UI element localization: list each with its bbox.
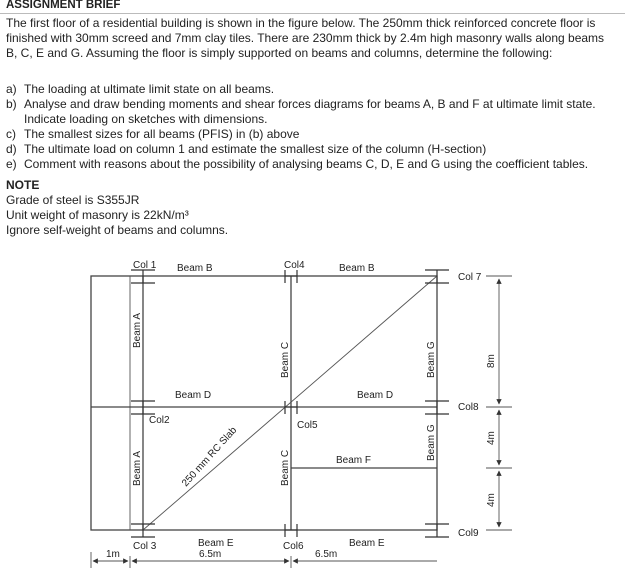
task-text: The smallest sizes for all beams (PFIS) in (b) above [24, 127, 300, 141]
task-label: d) [6, 142, 17, 156]
vertical-dimensions [486, 276, 512, 530]
task-label: c) [6, 127, 16, 141]
dim-6-5m-left-label: 6.5m [199, 549, 222, 560]
slab-label: 250 mm RC Slab [180, 425, 240, 490]
slab-diagonal [143, 276, 437, 530]
dim-4m-bottom-label: 4m [486, 493, 497, 507]
task-label: a) [6, 82, 17, 96]
beam-g-label-bottom: Beam G [426, 424, 437, 461]
intro-paragraph: The first floor of a residential building is shown in the figure below. The 250mm thick reinforced concrete floor is finished with 30mm screed and 7mm clay tiles. There are 230mm thick by 2.4m high masonry walls along beams B, C, E and G. Assuming the floor is simply supported on beams and columns, determine the following: [6, 16, 605, 60]
beam-a-label-top: Beam A [132, 312, 143, 348]
assignment-title: ASSIGNMENT BRIEF [6, 0, 121, 11]
beam-d-label-left: Beam D [175, 390, 212, 401]
steel-grade: Grade of steel is S355JR [6, 193, 140, 207]
dim-1m-label: 1m [106, 549, 120, 560]
col-2-label: Col2 [149, 415, 170, 426]
col-5-label: Col5 [297, 420, 318, 431]
beam-c-label-top: Beam C [280, 341, 291, 378]
self-weight-note: Ignore self-weight of beams and columns. [6, 223, 229, 237]
dim-8m-label: 8m [486, 354, 497, 368]
beam-c-label-bottom: Beam C [280, 449, 291, 486]
task-text: Analyse and draw bending moments and shear forces diagrams for beams A, B and F at ultimate limit state. Indicate loading on sketches with dimensions. [24, 97, 596, 126]
beam-a-label-bottom: Beam A [132, 450, 143, 486]
col-8-label: Col8 [458, 402, 479, 413]
beam-e-label-right: Beam E [349, 538, 385, 549]
col-4-label: Col4 [284, 260, 305, 271]
task-text: Comment with reasons about the possibility of analysing beams C, D, E and G using the coefficient tables. [24, 157, 589, 171]
col-7-label: Col 7 [458, 272, 482, 283]
task-label: e) [6, 157, 17, 171]
task-text: The loading at ultimate limit state on all beams. [24, 82, 275, 96]
task-label: b) [6, 97, 17, 111]
dim-6-5m-right-label: 6.5m [315, 549, 338, 560]
beam-e-label-left: Beam E [198, 538, 234, 549]
beam-g-label-top: Beam G [426, 341, 437, 378]
col-6-label: Col6 [283, 541, 304, 552]
task-text: The ultimate load on column 1 and estimate the smallest size of the column (H-section) [24, 142, 487, 156]
note-heading: NOTE [6, 178, 40, 192]
col-3-label: Col 3 [133, 541, 157, 552]
masonry-weight: Unit weight of masonry is 22kN/m³ [6, 208, 189, 222]
beam-b-label-left: Beam B [177, 263, 213, 274]
beam-f-label: Beam F [336, 455, 372, 466]
col-9-label: Col9 [458, 528, 479, 539]
dim-4m-top-label: 4m [486, 431, 497, 445]
beam-d-label-right: Beam D [357, 390, 394, 401]
beam-b-label-right: Beam B [339, 263, 375, 274]
col-1-label: Col 1 [133, 260, 157, 271]
